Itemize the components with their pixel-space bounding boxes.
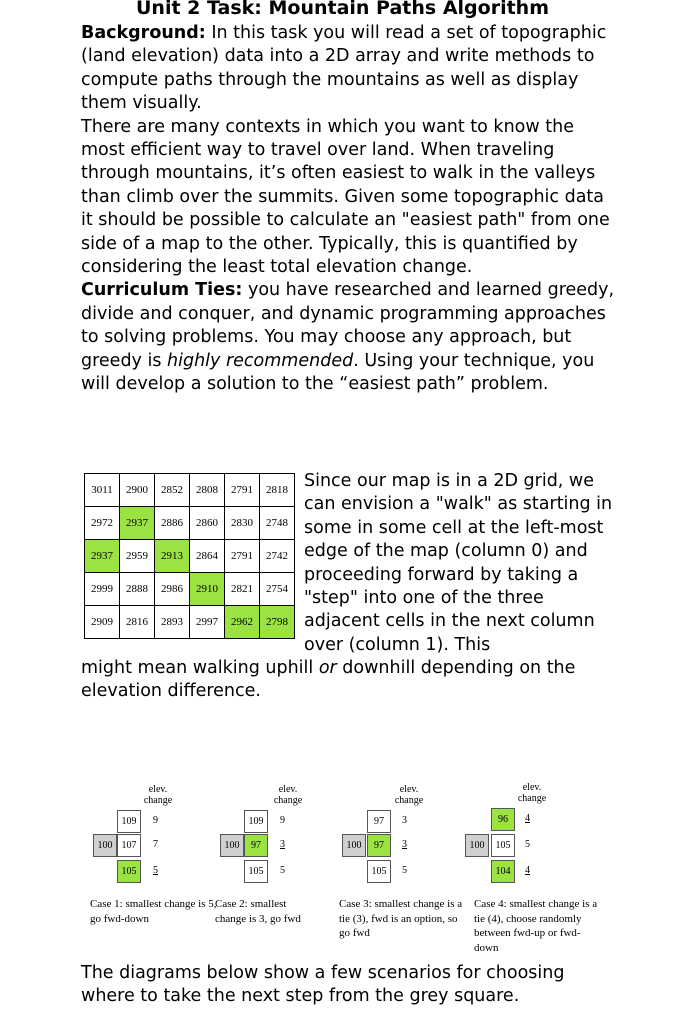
delta-down: 5 <box>402 865 407 876</box>
cell-up: 109 <box>117 810 141 833</box>
cell-down: 104 <box>491 860 515 883</box>
cell-up: 109 <box>244 810 268 833</box>
grid-cell-path: 2962 <box>225 606 260 639</box>
cell-up: 96 <box>491 808 515 831</box>
cell-fwd: 107 <box>117 834 141 857</box>
grid-row <box>85 474 295 507</box>
grid-cell: 2888 <box>120 573 155 606</box>
after-text: might mean walking uphill <box>81 658 319 678</box>
delta-up: 9 <box>153 815 158 826</box>
curriculum-paragraph <box>81 279 621 396</box>
cell-current: 100 <box>465 834 489 857</box>
grid-row <box>85 540 295 573</box>
grid-explanation-text: Since our map is in a 2D grid, we can envision a "walk" as starting in some in some cell at the left-most edge of the map (column 0) and proceeding forward by taking a "step" into one of the three adjacent cells in the next column over (column 1). This <box>304 471 613 655</box>
curriculum-text-end: . Using your technique, you will develop a solution to the “easiest path” problem. <box>81 350 595 395</box>
grid-cell: 2791 <box>225 474 260 507</box>
grid-cell-path: 2937 <box>85 540 120 573</box>
grid-cell-path: 2937 <box>120 507 155 540</box>
cell-current: 100 <box>220 834 244 857</box>
after-emphasis: or <box>318 658 337 678</box>
curriculum-text: you have researched and learned greedy, divide and conquer, and dynamic programming approaches to solving problems. You may choose any approach, but greedy is <box>81 280 615 371</box>
elevation-grid <box>84 473 295 639</box>
grid-cell-path: 2910 <box>190 573 225 606</box>
delta-up: 3 <box>402 815 407 826</box>
grid-cell: 2959 <box>120 540 155 573</box>
cell-fwd: 97 <box>367 834 391 857</box>
cell-current: 100 <box>93 834 117 857</box>
grid-row <box>85 507 295 540</box>
grid-cell: 2864 <box>190 540 225 573</box>
case-diagram <box>215 782 345 952</box>
cell-current: 100 <box>342 834 366 857</box>
delta-fwd: 5 <box>525 839 530 850</box>
elev-change-label: elev. change <box>143 784 173 806</box>
grid-cell: 2893 <box>155 606 190 639</box>
grid-cell: 2999 <box>85 573 120 606</box>
grid-cell-path: 2913 <box>155 540 190 573</box>
closing-text: The diagrams below show a few scenarios for choosing where to take the next step from the grey square. <box>81 963 565 1007</box>
grid-cell: 2816 <box>120 606 155 639</box>
grid-row <box>85 573 295 606</box>
case-caption: Case 4: smallest change is a tie (4), choose randomly between fwd-up or fwd-down <box>474 898 598 954</box>
grid-cell: 2852 <box>155 474 190 507</box>
grid-cell: 2754 <box>260 573 295 606</box>
grid-cell-path: 2798 <box>260 606 295 639</box>
grid-cell: 2821 <box>225 573 260 606</box>
delta-down: 5 <box>280 865 285 876</box>
grid-cell: 2860 <box>190 507 225 540</box>
grid-cell: 2900 <box>120 474 155 507</box>
cell-down: 105 <box>117 860 141 883</box>
background-text: In this task you will read a set of topographic (land elevation) data into a 2D array and write methods to compute paths through the mountains as well as display them visually. <box>81 23 607 114</box>
delta-down: 4 <box>525 865 530 876</box>
cell-fwd: 105 <box>491 834 515 857</box>
grid-cell: 2808 <box>190 474 225 507</box>
cell-up: 97 <box>367 810 391 833</box>
delta-fwd: 7 <box>153 839 158 850</box>
delta-fwd: 3 <box>280 839 285 850</box>
cell-down: 105 <box>367 860 391 883</box>
grid-cell: 2986 <box>155 573 190 606</box>
grid-cell: 3011 <box>85 474 120 507</box>
grid-cell: 2791 <box>225 540 260 573</box>
grid-cell: 2830 <box>225 507 260 540</box>
grid-explanation-continued <box>81 657 621 704</box>
delta-up: 4 <box>525 813 530 824</box>
grid-cell: 2886 <box>155 507 190 540</box>
delta-fwd: 3 <box>402 839 407 850</box>
grid-row <box>85 606 295 639</box>
cell-down: 105 <box>244 860 268 883</box>
background-paragraph <box>81 22 621 116</box>
background-label: Background: <box>81 23 206 43</box>
curriculum-emphasis: highly recommended <box>167 350 354 371</box>
cell-fwd: 97 <box>244 834 268 857</box>
grid-cell: 2972 <box>85 507 120 540</box>
elev-change-label: elev. change <box>394 784 424 806</box>
case-caption: Case 2: smallest change is 3, go fwd <box>215 898 301 925</box>
elev-change-label: elev. change <box>517 782 547 804</box>
elev-change-label: elev. change <box>273 784 303 806</box>
grid-cell: 2909 <box>85 606 120 639</box>
case-caption: Case 1: smallest change is 5, go fwd-down <box>90 898 217 925</box>
grid-cell: 2742 <box>260 540 295 573</box>
intro-section <box>81 22 621 397</box>
contexts-paragraph: There are many contexts in which you want to know the most efficient way to travel over land. When traveling through mountains, it’s often easiest to walk in the valleys than climb over the summits. Given some topographic data it should be possible to calculate an "easiest path" from one side of a map to the other. Typically, this is quantified by considering the least total elevation change. <box>81 116 610 278</box>
curriculum-label: Curriculum Ties: <box>81 280 243 301</box>
grid-cell: 2997 <box>190 606 225 639</box>
delta-up: 9 <box>280 815 285 826</box>
grid-cell: 2748 <box>260 507 295 540</box>
case-diagram <box>339 782 469 952</box>
page-title: Unit 2 Task: Mountain Paths Algorithm <box>136 0 549 19</box>
delta-down: 5 <box>153 865 158 876</box>
after-text-end: downhill depending on the elevation difference. <box>81 658 576 702</box>
case-diagram <box>90 782 220 952</box>
grid-cell: 2818 <box>260 474 295 507</box>
case-diagram <box>462 780 602 960</box>
case-caption: Case 3: smallest change is a tie (3), fwd is an option, so go fwd <box>339 898 463 939</box>
